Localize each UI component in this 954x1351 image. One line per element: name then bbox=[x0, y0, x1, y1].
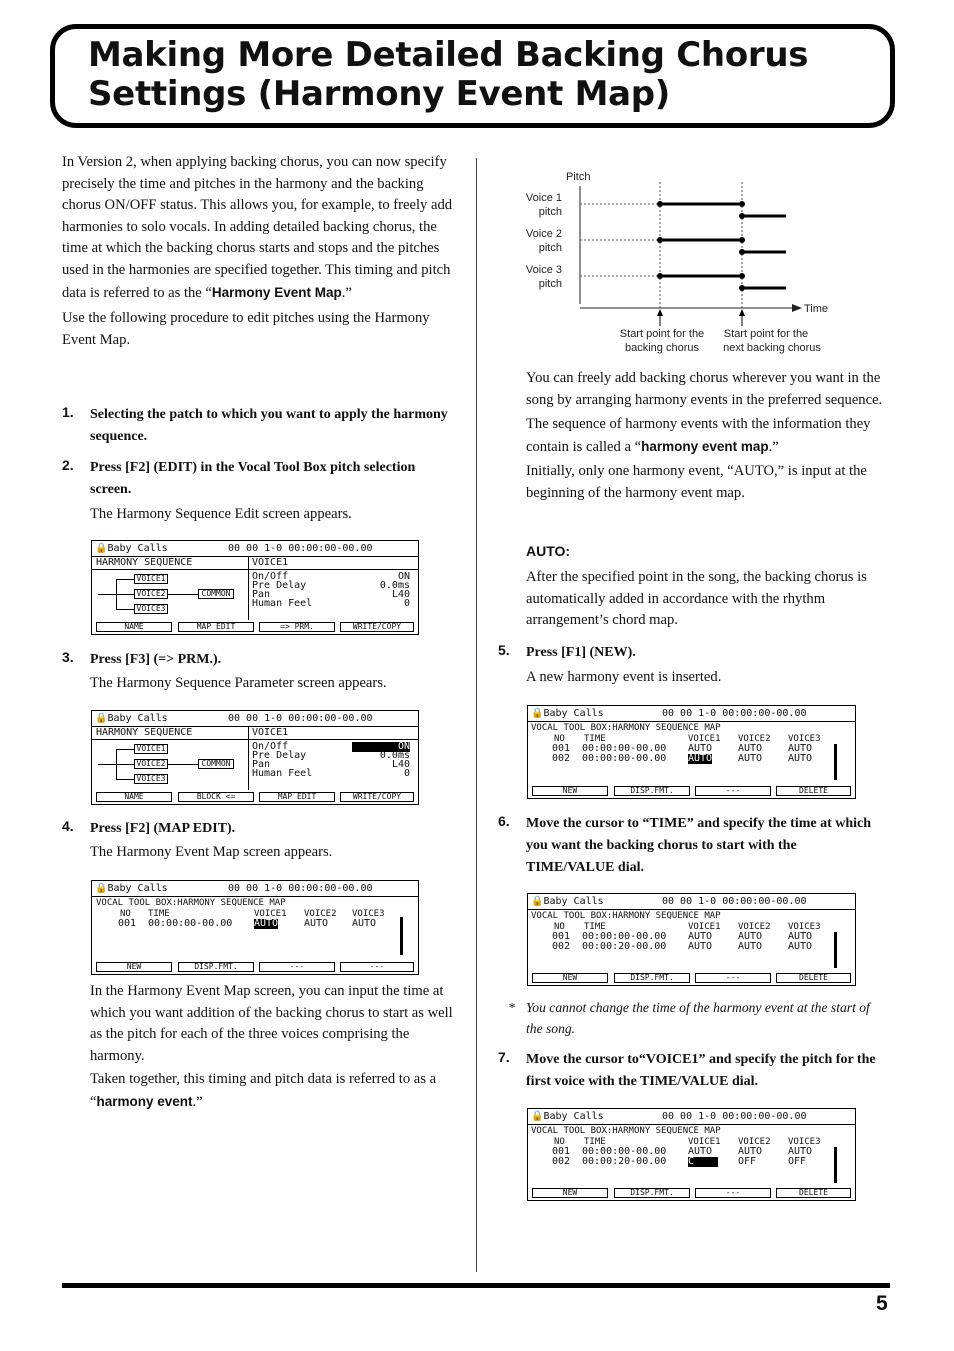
intro-section bbox=[62, 152, 454, 351]
title-line-1: Making More Detailed Backing Chorus bbox=[88, 35, 809, 75]
lcd-voice3-block: VOICE3 bbox=[134, 604, 168, 614]
explanation-end: .” bbox=[192, 1093, 203, 1110]
lcd-row2-no: 002 bbox=[552, 941, 571, 952]
right-term: harmony event map bbox=[641, 438, 769, 454]
f2-button[interactable]: DISP.FMT. bbox=[614, 786, 690, 796]
lcd-row1-voice3[interactable]: AUTO bbox=[788, 1146, 813, 1157]
lcd-map-title: VOCAL TOOL BOX:HARMONY SEQUENCE MAP bbox=[531, 723, 721, 733]
lcd-row1-voice1[interactable]: AUTO bbox=[688, 931, 713, 942]
right-paragraph-3: Initially, only one harmony event, “AUTO,” is input at the beginning of the harmony event map. bbox=[526, 463, 867, 501]
column-divider bbox=[476, 158, 477, 1272]
lcd-row2-time[interactable]: 00:00:20-00.00 bbox=[582, 1156, 667, 1167]
step-number: 1. bbox=[62, 404, 74, 420]
auto-paragraph: After the specified point in the song, the backing chorus is automatically added in accordance with the rhythm arrangement’s chord map. bbox=[526, 569, 867, 629]
step-number: 7. bbox=[498, 1049, 510, 1065]
title-line-2: Settings (Harmony Event Map) bbox=[88, 74, 671, 114]
lcd-status-row: 🔒Baby Calls bbox=[95, 543, 168, 554]
f2-button[interactable]: DISP.FMT. bbox=[614, 1188, 690, 1198]
lcd-row1-voice1[interactable]: AUTO bbox=[688, 1146, 713, 1157]
lcd-row1-voice3[interactable]: AUTO bbox=[788, 931, 813, 942]
lcd-value-4: 0 bbox=[403, 768, 410, 779]
lcd-col-voice1: VOICE1 bbox=[688, 922, 721, 932]
footer-rule bbox=[62, 1283, 890, 1288]
next-start-point-arrow bbox=[739, 309, 745, 316]
f1-button[interactable]: NAME bbox=[96, 792, 172, 802]
f1-button[interactable]: NEW bbox=[532, 1188, 608, 1198]
lcd-row1-no: 001 bbox=[552, 931, 571, 942]
lcd-event-map-new bbox=[527, 705, 856, 799]
lcd-col-no: NO bbox=[120, 909, 131, 919]
lcd-counter: 00 00 1-0 00:00:00-00.00 bbox=[228, 543, 373, 554]
lcd-col-voice3: VOICE3 bbox=[788, 734, 821, 744]
f2-button[interactable]: DISP.FMT. bbox=[614, 973, 690, 983]
auto-heading: AUTO: bbox=[526, 543, 571, 559]
step-number: 4. bbox=[62, 818, 74, 834]
pitch-axis-label: Pitch bbox=[566, 171, 591, 183]
f3-button[interactable]: --- bbox=[259, 962, 335, 972]
page-title bbox=[88, 36, 808, 114]
voice1-label-b: pitch bbox=[538, 206, 562, 218]
lcd-row2-voice1-selected[interactable]: AUTO bbox=[688, 753, 713, 764]
lcd-row-time[interactable]: 00:00:00-00.00 bbox=[148, 918, 233, 929]
next-start-label-a: Start point for the bbox=[723, 328, 809, 340]
lcd-row2-voice1[interactable]: AUTO bbox=[688, 941, 713, 952]
lcd-row1-voice1[interactable]: AUTO bbox=[688, 743, 713, 754]
lcd-common-block: COMMON bbox=[198, 759, 234, 769]
lcd-row2-voice2[interactable]: OFF bbox=[738, 1156, 757, 1167]
step-text: Press [F2] (MAP EDIT). bbox=[90, 821, 236, 836]
f2-button[interactable]: BLOCK <= bbox=[178, 792, 254, 802]
note-asterisk: * bbox=[508, 1000, 515, 1015]
f1-button[interactable]: NEW bbox=[532, 786, 608, 796]
page-number: 5 bbox=[876, 1292, 888, 1315]
lcd-row1-time[interactable]: 00:00:00-00.00 bbox=[582, 931, 667, 942]
step-text: Move the cursor to “TIME” and specify the time at which you want the backing chorus to start with the TIME/VALUE dial. bbox=[526, 816, 872, 875]
lcd-row2-voice2[interactable]: AUTO bbox=[738, 753, 763, 764]
lcd-col-voice1: VOICE1 bbox=[688, 734, 721, 744]
lcd-row2-voice3[interactable]: AUTO bbox=[788, 753, 813, 764]
lcd-event-map-time bbox=[527, 893, 856, 986]
lcd-scrollbar[interactable] bbox=[834, 1147, 837, 1183]
lcd-voice1-block: VOICE1 bbox=[134, 744, 168, 754]
harmony-event-explanation bbox=[90, 981, 454, 1114]
lcd-col-voice1: VOICE1 bbox=[688, 1137, 721, 1147]
lcd-col-voice3: VOICE3 bbox=[352, 909, 385, 919]
f1-button[interactable]: NEW bbox=[532, 973, 608, 983]
start-point-arrow bbox=[657, 309, 663, 316]
lcd-param-2: Pre Delay bbox=[252, 750, 307, 761]
lcd-value-3: L40 bbox=[391, 759, 410, 770]
start-point-label-a: Start point for the bbox=[619, 328, 705, 340]
lcd-row2-voice1-selected[interactable]: C bbox=[688, 1157, 718, 1167]
lcd-col-voice2: VOICE2 bbox=[738, 922, 771, 932]
intro-text: In Version 2, when applying backing chorus, you can now specify precisely the time and pitches in the harmony and the backing chorus ON/OFF status. This allows you, for example, to freely add harmonies to solo vocals. In adding detailed backing chorus, the time at which the backing chorus starts and stops and the pitches used in the harmonies are specified together. This timing and pitch data is referred to as the “ bbox=[62, 154, 453, 301]
lcd-col-no: NO bbox=[554, 1137, 565, 1147]
lcd-row2-voice3[interactable]: OFF bbox=[788, 1156, 807, 1167]
lcd-param-4: Human Feel bbox=[252, 768, 313, 779]
step-number: 5. bbox=[498, 642, 510, 658]
lcd-seq-title: HARMONY SEQUENCE bbox=[96, 727, 193, 738]
lcd-voice-label: VOICE1 bbox=[252, 557, 289, 568]
voice3-label-a: Voice 3 bbox=[525, 264, 562, 276]
lcd-col-voice1: VOICE1 bbox=[254, 909, 287, 919]
step-number: 3. bbox=[62, 649, 74, 665]
lcd-scrollbar[interactable] bbox=[834, 744, 837, 780]
event-map-description bbox=[526, 368, 888, 505]
lcd-row1-no: 001 bbox=[552, 743, 571, 754]
f1-button[interactable]: NAME bbox=[96, 622, 172, 632]
next-start-label-b: next backing chorus bbox=[723, 342, 821, 354]
lcd-value-4: 0 bbox=[403, 598, 410, 609]
lcd-status-row: 🔒Baby Calls bbox=[531, 896, 604, 907]
f3-button[interactable]: --- bbox=[695, 786, 771, 796]
lcd-row2-time[interactable]: 00:00:00-00.00 bbox=[582, 753, 667, 764]
lcd-voice3-block: VOICE3 bbox=[134, 774, 168, 784]
lcd-param-4: Human Feel bbox=[252, 598, 313, 609]
lcd-counter: 00 00 1-0 00:00:00-00.00 bbox=[662, 1111, 807, 1122]
lcd-param-3: Pan bbox=[252, 759, 271, 770]
lcd-event-map-voice1 bbox=[527, 1108, 856, 1201]
lcd-row1-voice2[interactable]: AUTO bbox=[738, 1146, 763, 1157]
lcd-col-voice3: VOICE3 bbox=[788, 922, 821, 932]
step-5-result: A new harmony event is inserted. bbox=[526, 669, 722, 685]
lcd-map-title: VOCAL TOOL BOX:HARMONY SEQUENCE MAP bbox=[531, 911, 721, 921]
f4-button[interactable]: DELETE bbox=[776, 973, 851, 983]
lcd-value-1: ON bbox=[397, 571, 410, 582]
x-axis-arrow bbox=[792, 304, 802, 312]
lcd-row2-voice3[interactable]: AUTO bbox=[788, 941, 813, 952]
lcd-row1-time[interactable]: 00:00:00-00.00 bbox=[582, 743, 667, 754]
lcd-row2-voice2[interactable]: AUTO bbox=[738, 941, 763, 952]
lcd-row1-voice2[interactable]: AUTO bbox=[738, 931, 763, 942]
lcd-row1-voice3[interactable]: AUTO bbox=[788, 743, 813, 754]
lcd-value-2: 0.0ms bbox=[379, 580, 410, 591]
lcd-harmony-sequence-edit bbox=[91, 540, 419, 635]
f4-button[interactable]: WRITE/COPY bbox=[340, 792, 414, 802]
intro-paragraph-2: Use the following procedure to edit pitches using the Harmony Event Map. bbox=[62, 310, 430, 348]
lcd-value-2: 0.0ms bbox=[379, 750, 410, 761]
lcd-row1-voice2[interactable]: AUTO bbox=[738, 743, 763, 754]
f3-button[interactable]: => PRM. bbox=[259, 622, 335, 632]
lcd-col-time: TIME bbox=[584, 734, 606, 744]
lcd-row-voice3[interactable]: AUTO bbox=[352, 918, 377, 929]
lcd-col-time: TIME bbox=[584, 1137, 606, 1147]
step-text: Selecting the patch to which you want to apply the harmony sequence. bbox=[90, 407, 448, 444]
voice1-label-a: Voice 1 bbox=[525, 192, 562, 204]
f1-button[interactable]: NEW bbox=[96, 962, 172, 972]
time-axis-label: Time bbox=[804, 303, 829, 315]
step-4-result: The Harmony Event Map screen appears. bbox=[90, 844, 333, 860]
f3-button[interactable]: --- bbox=[695, 1188, 771, 1198]
lcd-row-voice1-selected[interactable]: AUTO bbox=[254, 918, 279, 929]
f4-button[interactable]: DELETE bbox=[776, 1188, 851, 1198]
note-text: You cannot change the time of the harmony event at the start of the song. bbox=[526, 1000, 870, 1036]
explanation-term: harmony event bbox=[96, 1093, 193, 1109]
lcd-voice1-block: VOICE1 bbox=[134, 574, 168, 584]
lcd-harmony-sequence-parameter bbox=[91, 710, 419, 805]
lcd-row-voice2[interactable]: AUTO bbox=[304, 918, 329, 929]
step-text: Press [F3] (=> PRM.). bbox=[90, 652, 222, 667]
lcd-col-voice2: VOICE2 bbox=[738, 734, 771, 744]
lcd-seq-title: HARMONY SEQUENCE bbox=[96, 557, 193, 568]
lcd-col-voice3: VOICE3 bbox=[788, 1137, 821, 1147]
lcd-value-3: L40 bbox=[391, 589, 410, 600]
lcd-voice2-block: VOICE2 bbox=[134, 759, 168, 769]
lcd-counter: 00 00 1-0 00:00:00-00.00 bbox=[228, 713, 373, 724]
f2-button[interactable]: MAP EDIT bbox=[178, 622, 254, 632]
step-text: Press [F1] (NEW). bbox=[526, 645, 636, 660]
lcd-row1-no: 001 bbox=[552, 1146, 571, 1157]
lcd-counter: 00 00 1-0 00:00:00-00.00 bbox=[662, 896, 807, 907]
f3-button[interactable]: MAP EDIT bbox=[259, 792, 335, 802]
lcd-col-no: NO bbox=[554, 734, 565, 744]
explanation-text: Taken together, this timing and pitch data is referred to as a “ bbox=[90, 1071, 437, 1110]
lcd-value-1-selected[interactable]: ON bbox=[352, 742, 410, 752]
lcd-row2-no: 002 bbox=[552, 753, 571, 764]
lcd-row2-time-selected[interactable]: 00:00:20-00.00 bbox=[582, 941, 667, 952]
auto-description bbox=[526, 567, 888, 632]
lcd-col-time: TIME bbox=[584, 922, 606, 932]
lcd-col-no: NO bbox=[554, 922, 565, 932]
lcd-status-row: 🔒Baby Calls bbox=[95, 883, 168, 894]
voice3-label-b: pitch bbox=[538, 278, 562, 290]
intro-term: Harmony Event Map bbox=[211, 284, 342, 300]
right-text: The sequence of harmony events with the information they contain is called a “ bbox=[526, 416, 871, 455]
lcd-scrollbar[interactable] bbox=[400, 917, 403, 955]
lcd-common-block: COMMON bbox=[198, 589, 234, 599]
voice2-label-b: pitch bbox=[538, 242, 562, 254]
right-paragraph-1: You can freely add backing chorus wherever you want in the song by arranging harmony events in the preferred sequence. bbox=[526, 370, 883, 408]
lcd-param-3: Pan bbox=[252, 589, 271, 600]
step-3-result: The Harmony Sequence Parameter screen appears. bbox=[90, 675, 387, 691]
f3-button[interactable]: --- bbox=[695, 973, 771, 983]
lcd-row1-time[interactable]: 00:00:00-00.00 bbox=[582, 1146, 667, 1157]
explanation-paragraph-2 bbox=[90, 1069, 454, 1113]
lcd-counter: 00 00 1-0 00:00:00-00.00 bbox=[662, 708, 807, 719]
lcd-row-no: 001 bbox=[118, 918, 137, 929]
lcd-status-row: 🔒Baby Calls bbox=[531, 1111, 604, 1122]
step-number: 6. bbox=[498, 813, 510, 829]
f4-button[interactable]: --- bbox=[340, 962, 414, 972]
f4-button[interactable]: WRITE/COPY bbox=[340, 622, 414, 632]
step-text: Move the cursor to“VOICE1” and specify the pitch for the first voice with the TIME/VALUE dial. bbox=[526, 1052, 876, 1089]
step-2-result: The Harmony Sequence Edit screen appears. bbox=[90, 506, 352, 522]
lcd-param-1: On/Off bbox=[252, 571, 289, 582]
lcd-status-row: 🔒Baby Calls bbox=[95, 713, 168, 724]
start-point-label-b: backing chorus bbox=[625, 342, 699, 354]
f2-button[interactable]: DISP.FMT. bbox=[178, 962, 254, 972]
lcd-row2-no: 002 bbox=[552, 1156, 571, 1167]
intro-paragraph-1 bbox=[62, 152, 454, 304]
lcd-param-2: Pre Delay bbox=[252, 580, 307, 591]
lcd-col-time: TIME bbox=[148, 909, 170, 919]
f4-button[interactable]: DELETE bbox=[776, 786, 851, 796]
explanation-paragraph-1: In the Harmony Event Map screen, you can input the time at which you want addition of the backing chorus to start as well as the pitch for each of the three voices comprising the harmony. bbox=[90, 983, 453, 1064]
step-text: Press [F2] (EDIT) in the Vocal Tool Box pitch selection screen. bbox=[90, 460, 416, 497]
lcd-voice-label: VOICE1 bbox=[252, 727, 289, 738]
lcd-map-title: VOCAL TOOL BOX:HARMONY SEQUENCE MAP bbox=[531, 1126, 721, 1136]
lcd-harmony-event-map bbox=[91, 880, 419, 975]
intro-end: .” bbox=[341, 284, 352, 301]
lcd-scrollbar[interactable] bbox=[834, 932, 837, 968]
lcd-voice2-block: VOICE2 bbox=[134, 589, 168, 599]
lcd-col-voice2: VOICE2 bbox=[304, 909, 337, 919]
harmony-timing-diagram bbox=[520, 164, 850, 364]
lcd-status-row: 🔒Baby Calls bbox=[531, 708, 604, 719]
lcd-counter: 00 00 1-0 00:00:00-00.00 bbox=[228, 883, 373, 894]
right-end: .” bbox=[768, 438, 779, 455]
right-paragraph-2 bbox=[526, 414, 888, 458]
step-number: 2. bbox=[62, 457, 74, 473]
lcd-param-1: On/Off bbox=[252, 741, 289, 752]
lcd-map-title: VOCAL TOOL BOX:HARMONY SEQUENCE MAP bbox=[96, 898, 286, 908]
voice2-label-a: Voice 2 bbox=[525, 228, 562, 240]
lcd-col-voice2: VOICE2 bbox=[738, 1137, 771, 1147]
